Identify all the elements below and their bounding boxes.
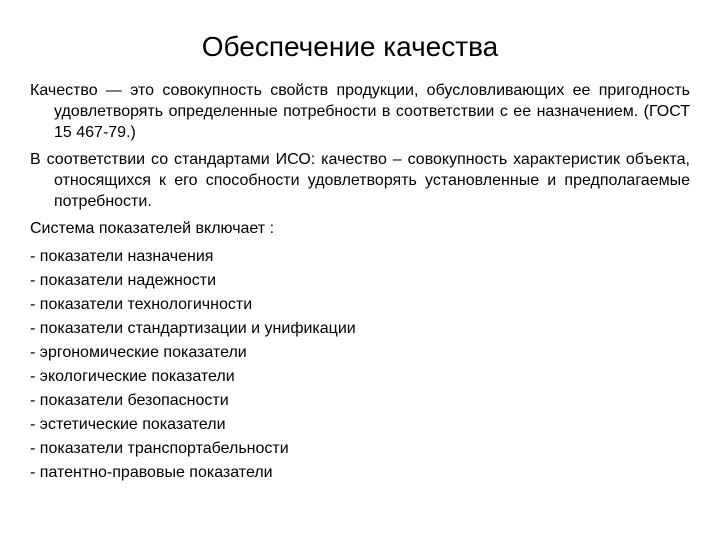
list-item: - эстетические показатели (30, 416, 226, 433)
list-item: - экологические показатели (30, 368, 235, 385)
list-intro: Система показателей включает : (30, 220, 275, 237)
list-item: - эргономические показатели (30, 344, 247, 361)
definition-gost: Качество — это совокупность свойств продукции, обусловливающих ее пригодность удовлетворять определенные потребности в соответствии с ее назначением. (ГОСТ 15 467-79.) (30, 82, 690, 141)
list-item: - показатели технологичности (30, 296, 253, 313)
list-item: - показатели стандартизации и унификации (30, 320, 356, 337)
list-item: - патентно-правовые показатели (30, 464, 273, 481)
definition-iso: В соответствии со стандартами ИСО: качество – совокупность характеристик объекта, относящихся к его способности удовлетворять установленные и предполагаемые потребности. (30, 151, 690, 210)
list-item: - показатели транспортабельности (30, 440, 289, 457)
indicator-list (30, 246, 690, 483)
list-item: - показатели безопасности (30, 392, 229, 409)
list-item: - показатели надежности (30, 272, 217, 289)
slide-title: Обеспечение качества (201, 31, 499, 62)
list-item: - показатели назначения (30, 248, 214, 265)
slide-content (30, 80, 690, 486)
